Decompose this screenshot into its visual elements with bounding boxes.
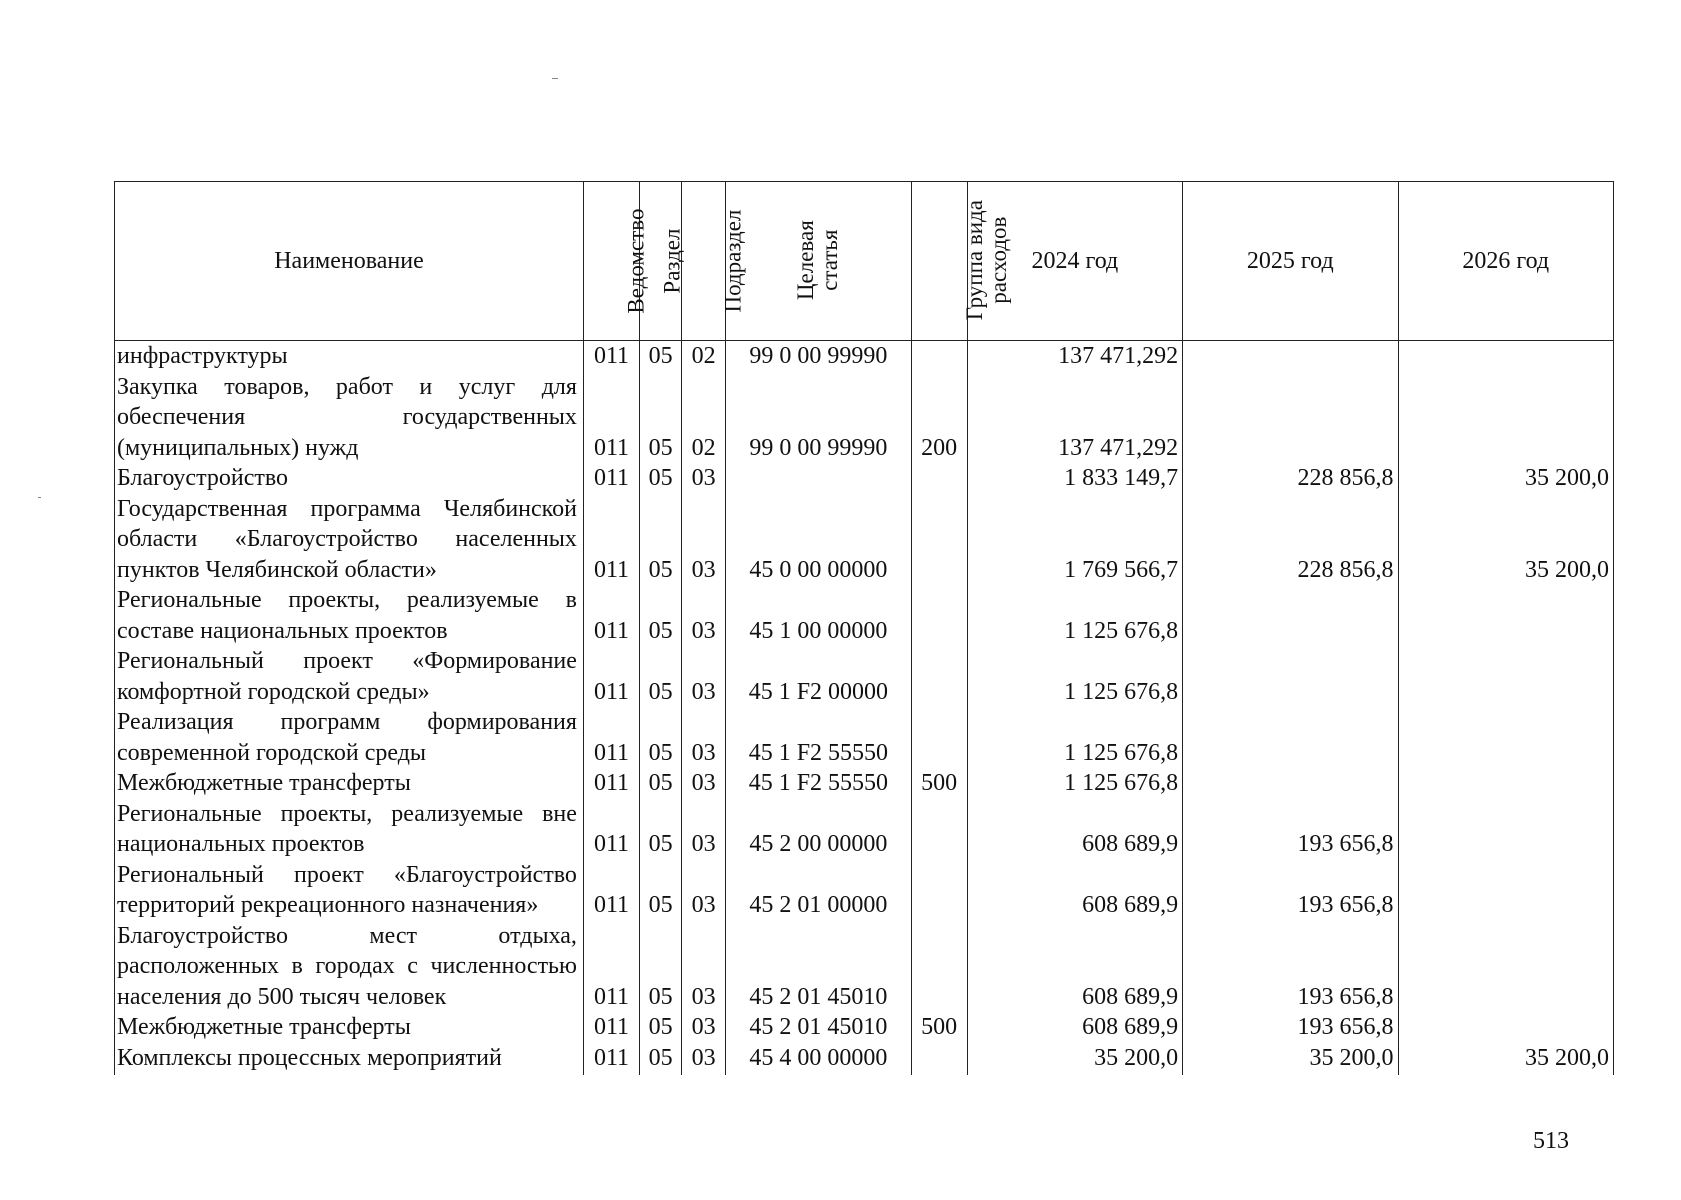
cell-2024: 608 689,9 [967, 1012, 1182, 1043]
cell-2024: 608 689,9 [967, 860, 1182, 921]
cell-podrazdel: 03 [682, 1043, 726, 1076]
header-gruppa-label: Группа вида расходов [961, 199, 1011, 321]
header-celevaya-label: Целевая статья [793, 220, 843, 300]
cell-2026 [1398, 341, 1613, 372]
cell-razdel: 05 [640, 921, 682, 1013]
cell-gruppa [911, 646, 967, 707]
cell-2024: 608 689,9 [967, 799, 1182, 860]
cell-gruppa [911, 921, 967, 1013]
table-row [115, 646, 1614, 707]
cell-vedomstvo: 011 [583, 921, 639, 1013]
cell-celevaya: 45 1 00 00000 [726, 585, 911, 646]
budget-table [114, 181, 1614, 1075]
cell-podrazdel: 03 [682, 799, 726, 860]
cell-2025: 35 200,0 [1183, 1043, 1398, 1076]
cell-gruppa [911, 707, 967, 768]
cell-podrazdel: 03 [682, 707, 726, 768]
cell-2024: 1 125 676,8 [967, 646, 1182, 707]
cell-gruppa [911, 463, 967, 494]
cell-podrazdel: 03 [682, 585, 726, 646]
cell-2025 [1183, 646, 1398, 707]
cell-2025 [1183, 585, 1398, 646]
table-row [115, 799, 1614, 860]
cell-podrazdel: 03 [682, 1012, 726, 1043]
cell-vedomstvo: 011 [583, 768, 639, 799]
cell-2024: 35 200,0 [967, 1043, 1182, 1076]
cell-celevaya: 99 0 00 99990 [726, 372, 911, 464]
cell-2025: 228 856,8 [1183, 463, 1398, 494]
cell-celevaya: 45 2 00 00000 [726, 799, 911, 860]
table-row [115, 707, 1614, 768]
cell-vedomstvo: 011 [583, 372, 639, 464]
cell-2026 [1398, 799, 1613, 860]
cell-vedomstvo: 011 [583, 494, 639, 586]
scan-speck [552, 78, 558, 79]
header-vedomstvo-label: Ведомство [623, 208, 649, 314]
cell-2025: 193 656,8 [1183, 921, 1398, 1013]
cell-celevaya: 45 1 F2 55550 [726, 768, 911, 799]
cell-vedomstvo: 011 [583, 585, 639, 646]
cell-2024: 608 689,9 [967, 921, 1182, 1013]
cell-podrazdel: 02 [682, 372, 726, 464]
cell-name: Региональные проекты, реализуемые вне национальных проектов [115, 799, 584, 860]
cell-podrazdel: 03 [682, 768, 726, 799]
cell-2026 [1398, 372, 1613, 464]
cell-podrazdel: 03 [682, 646, 726, 707]
cell-2026 [1398, 860, 1613, 921]
cell-celevaya: 45 1 F2 00000 [726, 646, 911, 707]
table-body [115, 341, 1614, 1076]
page-number: 513 [1533, 1128, 1569, 1154]
header-podrazdel-label: Подраздел [720, 209, 746, 313]
cell-2026 [1398, 921, 1613, 1013]
table-header-row [115, 182, 1614, 341]
cell-celevaya: 99 0 00 99990 [726, 341, 911, 372]
cell-2026 [1398, 646, 1613, 707]
cell-2024: 1 125 676,8 [967, 585, 1182, 646]
header-razdel [640, 182, 685, 341]
cell-vedomstvo: 011 [583, 860, 639, 921]
cell-gruppa [911, 341, 967, 372]
header-2024: 2024 год [967, 182, 1182, 341]
cell-razdel: 05 [640, 372, 682, 464]
cell-2026: 35 200,0 [1398, 494, 1613, 586]
cell-gruppa [911, 585, 967, 646]
header-podrazdel [682, 182, 746, 341]
header-gruppa [911, 182, 1011, 341]
header-name: Наименование [115, 182, 584, 341]
cell-razdel: 05 [640, 585, 682, 646]
table-row [115, 1012, 1614, 1043]
cell-2025 [1183, 341, 1398, 372]
cell-2025 [1183, 372, 1398, 464]
cell-razdel: 05 [640, 341, 682, 372]
cell-podrazdel: 02 [682, 341, 726, 372]
cell-podrazdel: 03 [682, 921, 726, 1013]
cell-name: Реализация программ формирования современной городской среды [115, 707, 584, 768]
cell-2026 [1398, 585, 1613, 646]
cell-podrazdel: 03 [682, 494, 726, 586]
cell-2026 [1398, 1012, 1613, 1043]
cell-2026 [1398, 768, 1613, 799]
cell-podrazdel: 03 [682, 860, 726, 921]
cell-razdel: 05 [640, 860, 682, 921]
cell-vedomstvo: 011 [583, 1043, 639, 1076]
cell-podrazdel: 03 [682, 463, 726, 494]
table-row [115, 463, 1614, 494]
cell-razdel: 05 [640, 463, 682, 494]
cell-gruppa [911, 799, 967, 860]
header-vedomstvo [583, 182, 649, 341]
cell-name: Комплексы процессных мероприятий [115, 1043, 584, 1076]
cell-razdel: 05 [640, 1043, 682, 1076]
cell-celevaya [726, 463, 911, 494]
cell-2025 [1183, 768, 1398, 799]
cell-2025: 228 856,8 [1183, 494, 1398, 586]
cell-2026 [1398, 707, 1613, 768]
cell-2024: 1 833 149,7 [967, 463, 1182, 494]
cell-gruppa [911, 494, 967, 586]
cell-gruppa [911, 1043, 967, 1076]
cell-name: Региональный проект «Формирование комфортной городской среды» [115, 646, 584, 707]
cell-2024: 1 769 566,7 [967, 494, 1182, 586]
cell-gruppa [911, 860, 967, 921]
scan-speck [38, 497, 41, 498]
cell-celevaya: 45 2 01 45010 [726, 1012, 911, 1043]
cell-2024: 137 471,292 [967, 372, 1182, 464]
cell-vedomstvo: 011 [583, 707, 639, 768]
cell-2024: 137 471,292 [967, 341, 1182, 372]
table-row [115, 860, 1614, 921]
cell-2025 [1183, 707, 1398, 768]
cell-vedomstvo: 011 [583, 646, 639, 707]
cell-razdel: 05 [640, 646, 682, 707]
cell-name: Государственная программа Челябинской области «Благоустройство населенных пунктов Челябинской области» [115, 494, 584, 586]
cell-vedomstvo: 011 [583, 1012, 639, 1043]
cell-vedomstvo: 011 [583, 463, 639, 494]
cell-2025: 193 656,8 [1183, 860, 1398, 921]
cell-celevaya: 45 0 00 00000 [726, 494, 911, 586]
cell-razdel: 05 [640, 1012, 682, 1043]
table-row [115, 341, 1614, 372]
table-row [115, 585, 1614, 646]
cell-vedomstvo: 011 [583, 799, 639, 860]
header-2026: 2026 год [1398, 182, 1613, 341]
cell-gruppa: 200 [911, 372, 967, 464]
cell-razdel: 05 [640, 768, 682, 799]
cell-2026: 35 200,0 [1398, 463, 1613, 494]
cell-celevaya: 45 1 F2 55550 [726, 707, 911, 768]
cell-celevaya: 45 2 01 45010 [726, 921, 911, 1013]
cell-name: Межбюджетные трансферты [115, 768, 584, 799]
table-row [115, 768, 1614, 799]
cell-vedomstvo: 011 [583, 341, 639, 372]
cell-celevaya: 45 4 00 00000 [726, 1043, 911, 1076]
table-row [115, 372, 1614, 464]
table-row [115, 494, 1614, 586]
header-2025: 2025 год [1183, 182, 1398, 341]
cell-2025: 193 656,8 [1183, 799, 1398, 860]
header-razdel-label: Раздел [659, 228, 685, 294]
table-row [115, 1043, 1614, 1076]
cell-name: Благоустройство мест отдыха, расположенных в городах с численностью населения до 500 тысяч человек [115, 921, 584, 1013]
table-row [115, 921, 1614, 1013]
cell-name: Межбюджетные трансферты [115, 1012, 584, 1043]
cell-celevaya: 45 2 01 00000 [726, 860, 911, 921]
cell-name: Закупка товаров, работ и услуг для обеспечения государственных (муниципальных) нужд [115, 372, 584, 464]
budget-sheet [114, 181, 1614, 1075]
cell-name: инфраструктуры [115, 341, 584, 372]
cell-gruppa: 500 [911, 1012, 967, 1043]
cell-name: Региональный проект «Благоустройство территорий рекреационного назначения» [115, 860, 584, 921]
cell-razdel: 05 [640, 799, 682, 860]
header-celevaya [726, 182, 911, 341]
cell-razdel: 05 [640, 707, 682, 768]
cell-2024: 1 125 676,8 [967, 768, 1182, 799]
cell-2025: 193 656,8 [1183, 1012, 1398, 1043]
cell-name: Региональные проекты, реализуемые в составе национальных проектов [115, 585, 584, 646]
cell-name: Благоустройство [115, 463, 584, 494]
cell-gruppa: 500 [911, 768, 967, 799]
cell-razdel: 05 [640, 494, 682, 586]
cell-2024: 1 125 676,8 [967, 707, 1182, 768]
cell-2026: 35 200,0 [1398, 1043, 1613, 1076]
